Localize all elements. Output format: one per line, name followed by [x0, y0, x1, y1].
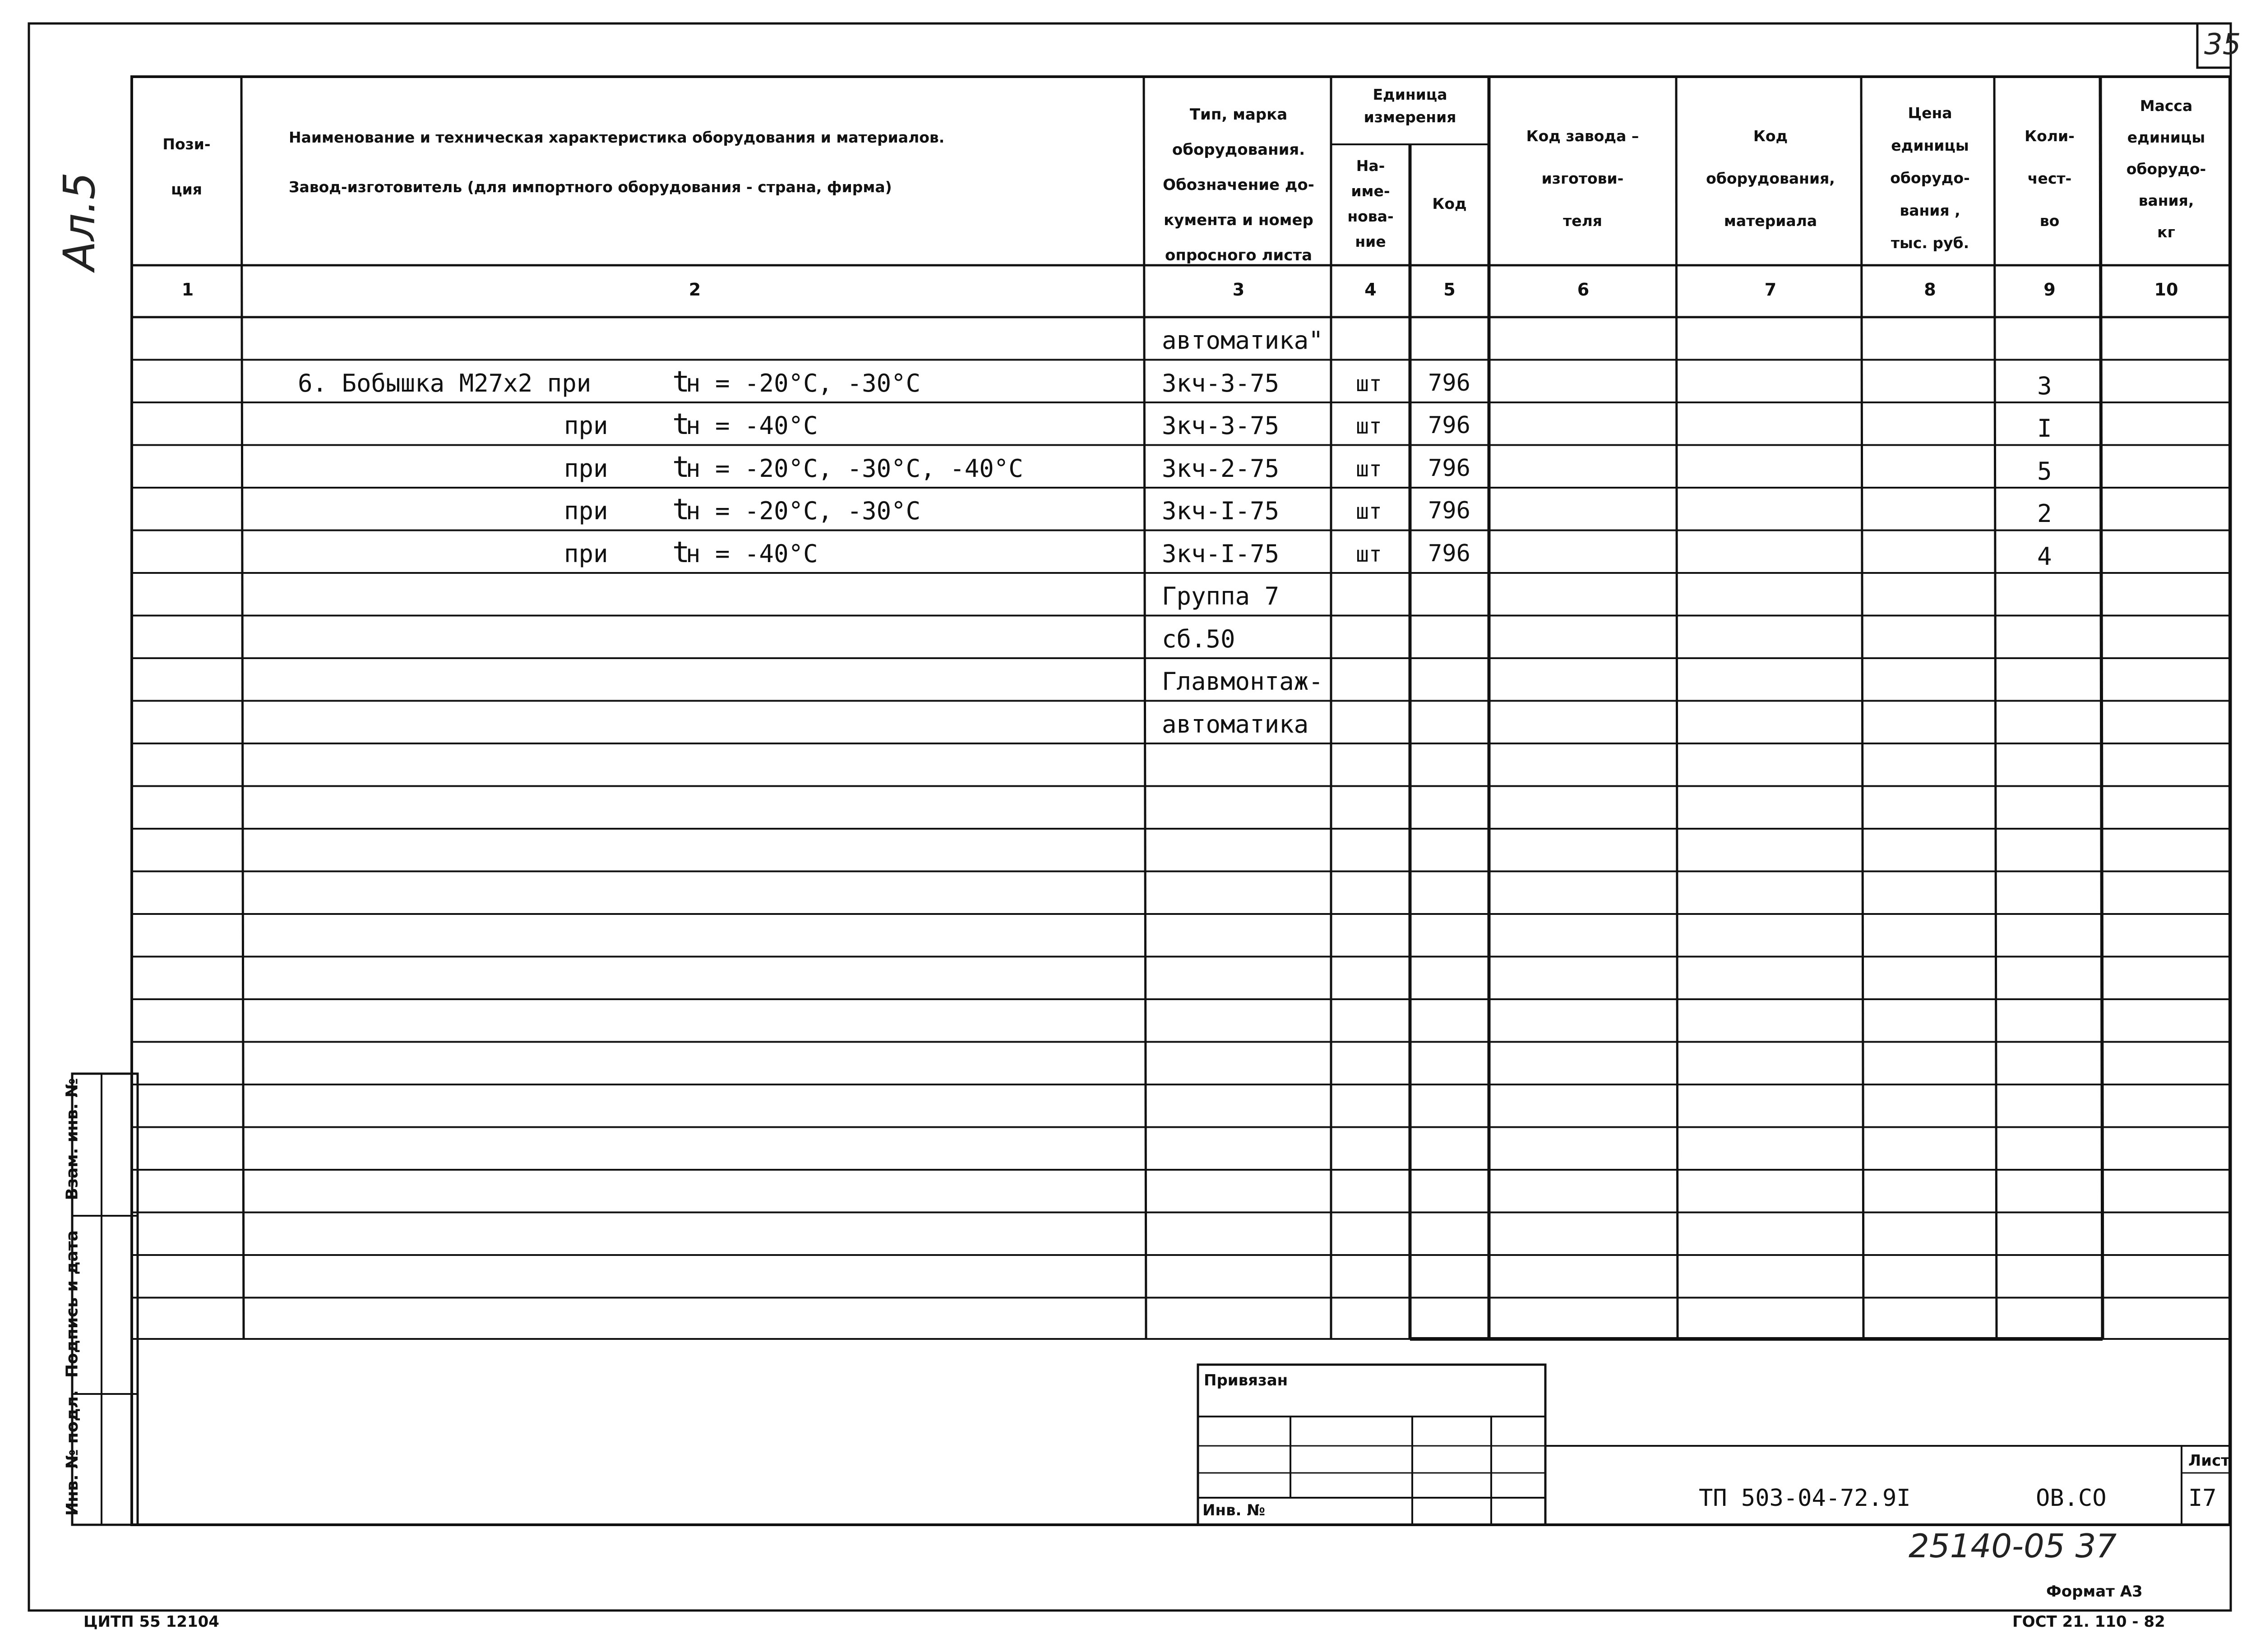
row-document: сб.50: [1162, 624, 1235, 653]
row-name: 6. Бобышка М27х2 при: [298, 369, 592, 397]
row-name: при: [564, 411, 608, 440]
row-unit: шт: [1356, 499, 1382, 524]
col-header-10: Масса единицы оборудо- вания, кг: [2126, 97, 2206, 241]
row-quantity: 5: [2037, 457, 2052, 485]
col-header-2: Наименование и техническая характеристика оборудования и материалов. Завод-изготовитель (для импортного оборудования - страна, фирма): [289, 129, 945, 196]
col-header-7: Код оборудования, материала: [1706, 127, 1835, 230]
row-quantity: 2: [2037, 499, 2052, 528]
list-number: I7: [2188, 1485, 2217, 1512]
row-document: Зкч-I-75: [1162, 539, 1280, 568]
column-number-6: 6: [1577, 280, 1590, 300]
inv-no-label: Инв. №: [1202, 1501, 1266, 1519]
row-unit: шт: [1356, 541, 1382, 567]
temperature-symbol: t: [672, 493, 690, 526]
temperature-symbol: t: [672, 408, 690, 441]
row-document: автоматика: [1162, 710, 1309, 738]
stamp-inv-podl: Инв. № подл.: [63, 1390, 82, 1516]
row-name: при: [564, 497, 608, 525]
col-header-4: На- име- нова- ние: [1347, 157, 1394, 250]
row-name: при: [564, 539, 608, 568]
temperature-symbol: t: [672, 535, 690, 569]
col-header-5: Код: [1432, 195, 1467, 212]
unit-group-header: Единица измерения: [1364, 86, 1456, 126]
temperature-values: н = -20°С, -30°С: [686, 497, 921, 525]
column-number-9: 9: [2043, 280, 2056, 300]
row-unit-code: 796: [1428, 412, 1470, 439]
document-code: ТП 503-04-72.9I: [1699, 1485, 1911, 1512]
stamp-podpis-data: Подпись и дата: [63, 1230, 82, 1378]
stamp-vzam-inv: Взам. инв. №: [63, 1078, 82, 1200]
format-label: Формат А3: [2046, 1583, 2143, 1601]
column-number-4: 4: [1364, 280, 1377, 300]
column-number-5: 5: [1443, 280, 1456, 300]
temperature-values: н = -40°С: [686, 411, 818, 440]
document-suffix: ОВ.СО: [2036, 1485, 2107, 1512]
row-quantity: 4: [2037, 542, 2052, 571]
privyazan-label: Привязан: [1204, 1371, 1288, 1389]
handwritten-number: 25140-05 37: [1909, 1527, 2117, 1565]
temperature-symbol: t: [672, 365, 690, 399]
row-document: Зкч-3-75: [1162, 411, 1280, 440]
publisher-label: ЦИТП 55 12104: [83, 1613, 219, 1631]
row-quantity: I: [2037, 414, 2052, 443]
row-unit: шт: [1356, 456, 1382, 482]
row-unit-code: 796: [1428, 369, 1470, 397]
row-unit-code: 796: [1428, 497, 1470, 524]
row-document: Зкч-3-75: [1162, 369, 1280, 397]
row-unit-code: 796: [1428, 540, 1470, 567]
row-document: Главмонтаж-: [1162, 667, 1323, 696]
row-document: автоматика": [1162, 326, 1323, 355]
col-header-3: Тип, марка оборудования. Обозначение до- кумента и номер опросного листа: [1163, 106, 1314, 264]
row-unit-code: 796: [1428, 454, 1470, 482]
list-label: Лист: [2188, 1452, 2230, 1470]
column-number-7: 7: [1764, 280, 1777, 300]
temperature-symbol: t: [672, 450, 690, 484]
row-unit: шт: [1356, 371, 1382, 397]
row-document: Группа 7: [1162, 582, 1280, 610]
row-unit: шт: [1356, 414, 1382, 439]
col-header-6: Код завода – изготови- теля: [1526, 127, 1639, 230]
column-number-8: 8: [1924, 280, 1936, 300]
col-header-9: Коли- чест- во: [2025, 127, 2075, 230]
column-number-3: 3: [1232, 280, 1245, 300]
temperature-values: н = -20°С, -30°С, -40°С: [686, 454, 1023, 483]
row-document: Зкч-I-75: [1162, 497, 1280, 525]
col-header-8: Цена единицы оборудо- вания , тыс. руб.: [1890, 104, 1970, 252]
col-header-1: Пози- ция: [162, 135, 211, 198]
temperature-values: н = -40°С: [686, 539, 818, 568]
row-document: Зкч-2-75: [1162, 454, 1280, 483]
gost-label: ГОСТ 21. 110 - 82: [2012, 1613, 2165, 1631]
column-number-1: 1: [181, 280, 194, 300]
temperature-values: н = -20°С, -30°С: [686, 369, 921, 397]
row-quantity: 3: [2037, 371, 2052, 400]
sheet-corner-number: 35: [2204, 28, 2241, 61]
column-number-10: 10: [2154, 280, 2178, 300]
row-name: при: [564, 454, 608, 483]
side-mark: Ал.5: [54, 172, 105, 271]
column-number-2: 2: [689, 280, 701, 300]
